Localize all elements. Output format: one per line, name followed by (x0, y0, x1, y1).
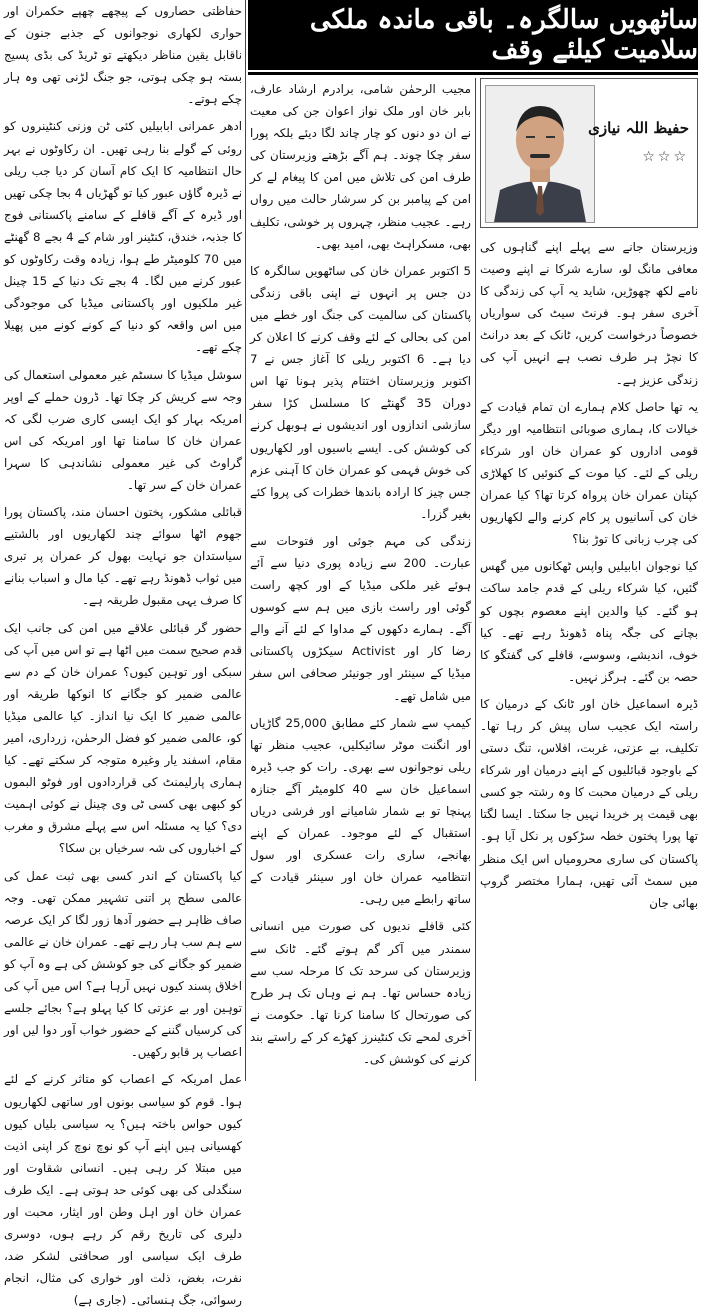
headline-rule (248, 72, 698, 75)
star-rating: ☆☆☆ (642, 149, 689, 165)
paragraph: وزیرستان جانے سے پہلے اپنے گناہوں کی معافی مانگ لو، سارے شرکا نے اپنے وصیت نامے لکھ چھوڑیں، شاید یہ آپ کی زندگی کا آخری سفر ہو۔ فرنٹ سیٹ کی سواریاں خصوصاً درخواست کریں، ٹانک کے بعد درانٹ کا نچڑ ہر طرف نصب ہے انہیں آپ کی زندگی عزیز ہے۔ (480, 240, 698, 387)
paragraph: زندگی کی مہم جوئی اور فتوحات سے عبارت۔ 200 سے زیادہ پوری دنیا سے آئے ہوئے غیر ملکی میڈیا کے اور کچھ راست گوئی اور راست بازی میں ہم سے کوسوں آگے۔ ہمارے دکھوں کے مداوا کے لئے آنے والے رضا کار اور Activist سیکڑوں پاکستانی میڈیا کے سینئر اور جونیئر صحافی اس سفر میں شامل تھے۔ (250, 533, 471, 703)
paragraph: حضور گر قبائلی علاقے میں امن کی جانب ایک قدم صحیح سمت میں اٹھا ہے تو اس میں آپ کی سبکی اور توہین کیوں؟ عمران خان کے دم سے عالمی ضمیر کو جگانے کا انوکھا طریقہ اور عالمی ضمیر کا ایک نیا انداز۔ کیا عالمی میڈیا کو، عالمی ضمیر کو فضل الرحمٰن، زرداری، امیر مقام، اسفند یار وغیرہ متوجہ کر سکتے تھے۔ کیا ہماری پارلیمنٹ کی قراردادوں اور فوٹو البموں کو کبھی بھی کسی ٹی وی چینل نے کوئی اہمیت دی؟ کیا یہ مسئلہ اس سے پہلے مشرق و مغرب کے اخباروں کی شہ سرخیاں بن سکا؟ (4, 620, 242, 856)
column-divider (245, 0, 246, 1081)
paragraph: کیا نوجوان ابابیلیں واپس ٹھکانوں میں گھس گئیں، کیا شرکاء ریلی کے قدم جامد ساکت ہو گئے۔ کیا والدین اپنے معصوم بچوں کو بچانے کی جگہ پناہ ڈھونڈ رہے تھے۔ کیا خوف، اندیشے، وسوسے، قافلے کی گفتگو کا حصہ بن گئے۔ ہرگز نہیں۔ (480, 559, 698, 684)
paragraph: ڈیرہ اسماعیل خان اور ٹانک کے درمیان کا راستہ ایک عجیب ساں پیش کر رہا تھا۔ تکلیف، بے عزتی، غربت، افلاس، تنگ دستی کے باوجود قبائلیوں کے اپنے درمیان اور شرکاء ریلی کے درمیان محبت کا وہ رشتہ جو کسی بھی قیمت پر خریدا نہیں جا سکتا۔ ایسا لگتا تھا پورا پختون خطہ سڑکوں پر نکل آیا ہو۔ پاکستان کی ساری محرومیاں اس ایک منظر میں سمٹ آئی تھیں، ہمارا مختصر گروپ بھائی جان (480, 696, 698, 910)
paragraph: کئی قافلے ندیوں کی صورت میں انسانی سمندر میں آکر گم ہوتے گئے۔ ٹانک سے وزیرستان کی سرحد تک کا مرحلہ سب سے زیادہ حساس تھا۔ ہم نے وہاں تک ہر طرح کی صورتحال کا سامنا کرنا تھا۔ حکومت نے آخری لمحے تک کنٹینرز کھڑے کر کے راستے بند کرنے کی کوشش کی۔ (250, 919, 471, 1067)
author-byline-box (480, 78, 698, 228)
paragraph: ادھر عمرانی ابابیلیں کئی ٹن وزنی کنٹینروں کو روئی کے گولے بنا رہی تھیں۔ ان رکاوٹوں نے بہر حال انتظامیہ کا ایک کام آسان کر دیا جب ریلی نے ڈیرہ گاؤں عبور کیا تو گھڑیاں 4 بجا چکی تھیں اور ڈیرہ کے آگے قافلے کے سامنے پاکستانی فوج کا جذبہ، خندق، کنٹینر اور شام کے 4 بجے 8 گھنٹے میں 70 کلومیٹر طے ہوا، زیادہ وقت رکاوٹوں کو عبور کرنے میں لگا۔ 4 بجے تک دنیا کے 15 چینل غیر ملکیوں اور پاکستانی میڈیا کی موجودگی میں اس واقعہ کو دنیا کے کونے کونے میں پھیلا چکے تھے۔ (4, 119, 243, 355)
left-column (4, 0, 243, 1308)
paragraph: حفاظتی حصاروں کے پیچھے چھپے حکمران اور حواری لکھاری نوجوانوں کے جذبے جنون کے ناقابل یقین مناظر دیکھتے تو ٹریڈ کی بڈی پسیج بستہ ہو چکی ہوتی، جو جنگ لڑنی تھی وہ ہار چکے ہوتے۔ (4, 4, 242, 107)
paragraph: یہ تھا حاصل کلام ہمارے ان تمام قیادت کے خیالات کا، ہماری صوبائی انتظامیہ اور دیگر قومی اداروں کو عمران خان اور شرکاء ریلی کے لئے۔ کیا موت کے کنوئیں کا کھلاڑی کپتان عمران خان پرواہ کرتا تھا؟ کیا عمران خان کی آسانیوں پر کام کرنے والے لکھاریوں کی چرب زبانی کا توڑ بنا؟ (480, 399, 698, 547)
paragraph: قبائلی مشکور، پختون احسان مند، پاکستان پورا جھوم اٹھا سوائے چند لکھاریوں اور بالشتیے سیاستدان جو نہایت بھول کر عمران پر تبری میں ثواب ڈھونڈ رہے تھے۔ کیا مال و اسباب بنانے کا صرف یہی مقبول طریقہ ہے۔ (4, 505, 242, 608)
right-column (480, 236, 698, 1081)
column-divider (475, 78, 476, 1081)
paragraph: 5 اکتوبر عمران خان کی ساٹھویں سالگرہ کا دن جس پر انہوں نے اپنی باقی زندگی پاکستان کی سالمیت کی جنگ اور خطے میں امن کی بحالی کے لئے وقف کرنے کا اعلان کر دیا ہے۔ 6 اکتوبر ریلی کا آغاز جس نے 7 اکتوبر وزیرستان اختتام پذیر ہونا تھا اس دوران 35 گھنٹے کا مسلسل کڑا سفر سازشی اندازوں اور اندیشوں نے ہوبھل کرنے کی کوشش کی۔ ایسے باسیوں اور لکھاریوں کی خوش فہمی کو عمران خان کا آہنی عزم جس چیز کا ارادہ باندھا خطرات کی پروا کئے بغیر گزرا۔ (250, 263, 471, 521)
paragraph: سوشل میڈیا کا سسٹم غیر معمولی استعمال کی وجہ سے کریش کر چکا تھا۔ ڈرون حملے کے اوپر امریکہ بہار کو ایک ایسی کاری ضرب لگی کہ عمران خان کا سامنا تھا اور امریکہ کی اس گراوٹ کی غیر معمولی نشاندہی کا سہرا عمران خان کے سر تھا۔ (4, 367, 242, 492)
author-name: حفیظ اللہ نیازی (588, 119, 689, 137)
paragraph: عمل امریکہ کے اعصاب کو متاثر کرنے کے لئے ہوا۔ قوم کو سیاسی بونوں اور ساتھی لکھاریوں کیوں حواس باختہ ہیں؟ یہ سیاسی بلیاں کیوں کھسیانی ہیں اپنے آپ کو نوچ نوچ کر اپنی اذیت میں مبتلا کر رہی ہیں۔ انسانی شقاوت اور سنگدلی کی بھی کوئی حد ہوتی ہے۔ ایک طرف عمران خان اور اہل وطن اور ایثار، محبت اور دلیری کی تاریخ رقم کر رہے ہوں، دوسری طرف ایک سیاسی اور صحافتی لشکر ضد، نفرت، بغض، ذلت اور خواری کی مثال، انجام رسوائی، جگ ہنسائی۔ (جاری ہے) (4, 1072, 242, 1308)
paragraph: کیا پاکستان کے اندر کسی بھی ثبت عمل کی عالمی سطح پر اتنی تشہیر ممکن تھی۔ وجہ صاف ظاہر ہے حضور آدھا زور لگا کر ایک عرصہ سے ہم سب ہار رہے تھے۔ عمران خان نے عالمی ضمیر کو جگانے کی جو کوشش کی ہے وہ آپ کو اخلاق پسند کیوں نہیں آرہا ہے؟ اس میں آپ کی توہین اور بے عزتی کا کیا پہلو ہے؟ بجائے جلسے کی کرسیاں گننے کے حضور خواب آور دوا لیں اور اعصاب پر قابو رکھیں۔ (4, 868, 242, 1060)
paragraph: مجیب الرحمٰن شامی، برادرم ارشاد عارف، بابر خان اور ملک نواز اعوان جن کی معیت نے ان دو دنوں کو چار چاند لگا دیئے بلکہ پورا سفر چکا چوند۔ ہم آگے بڑھتے وزیرستان کی طرف امن کی تلاش میں امن کا پیغام لے کر امن کے پیامبر بن کر سرشار حالت میں رواں رہے۔ عجیب منظر، چہروں پر خوشی، تکلیف بھی، مسکراہٹ بھی، امید بھی۔ (250, 82, 471, 251)
article-headline: ساٹھویں سالگرہ۔ باقی ماندہ ملکی سلامیت کیلئے وقف (248, 0, 698, 70)
paragraph: کیمپ سے شمار کئے مطابق 25,000 گاڑیاں اور انگنت موٹر سائیکلیں، عجیب منظر تھا ریلی نوجوانوں سے بھری۔ رات کو جب ڈیرہ اسماعیل خان سے 40 کلومیٹر آگے جنازہ پہنچا تو بے شمار شامیانے اور فرشی دریاں استقبال کے لئے موجود۔ عمران کے اپنے بھانجے، ساری رات عسکری اور سول انتظامیہ عمران خان اور سینئر قیادت کے ساتھ رابطے میں رہی۔ (250, 715, 471, 907)
middle-column (250, 78, 471, 1081)
author-photo (485, 85, 595, 223)
